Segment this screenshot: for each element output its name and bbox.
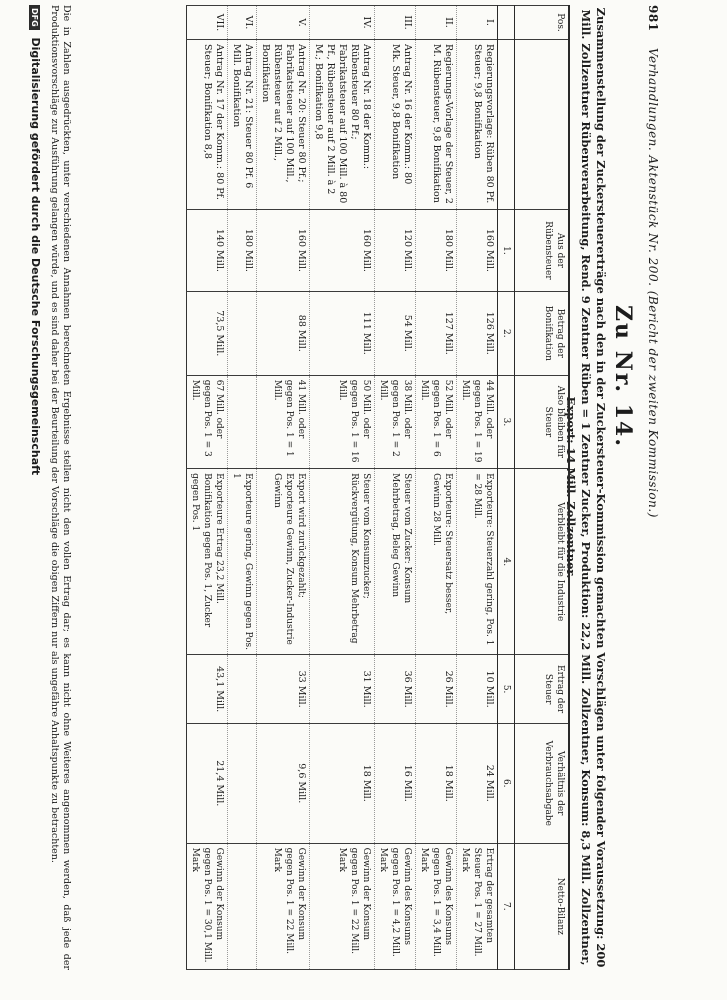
table-cell-c5: 43,1 Mill. [187, 655, 228, 723]
table-cell-c2 [228, 291, 257, 375]
table-cell-c1: 160 Mill. [257, 210, 310, 292]
header-pos: Pos. [515, 6, 569, 40]
table-caption: Zusammenstellung der Zuckersteuererträge nach den in der Zuckersteuer-Kommission gemachten Vorschlägen unter folgender Voraussetzung: 200 Mill. Zollzentner Rübenverarbeitung, Rend. 9 Zentner Rüben = 1 Zentner Zucker, Produktion: 22,2 Mill. Zollzentner, Konsum: 8,3 Mill. Zollzentner, Export: 14 Mill. Zollzentner. [564, 7, 608, 968]
digitization-note: Digitalisierung gefördert durch die Deutsche Forschungsgemeinschaft [29, 37, 42, 476]
table-cell-c3: 44 Mill. oder gegen Pos. 1 = 19 Mill. [457, 375, 498, 468]
colnum-desc [498, 40, 515, 210]
table-cell-desc: Antrag Nr. 18 der Komm.: Rübensteuer 80 Pf.; Fabrikatsteuer auf 100 Mill. à 80 Pf., Rübensteuer auf 2 Mill. à 2 M.; Bonifikation 9,8 [310, 40, 375, 210]
table-cell-c5: 33 Mill. [257, 655, 310, 723]
table-cell-c5: 36 Mill. [375, 655, 416, 723]
table-row [375, 6, 416, 970]
table-cell-c5: 31 Mill. [310, 655, 375, 723]
table-cell-pos: II. [416, 6, 457, 40]
table-cell-c7: Gewinn der Konsum gegen Pos. 1 = 22 Mill. Mark [257, 843, 310, 969]
table-cell-c3: 41 Mill. oder gegen Pos. 1 = 1 Mill. [257, 375, 310, 468]
table-cell-desc: Regierungs-Vorlage der Steuer, 2 M. Rübensteuer, 9,8 Bonifikation [416, 40, 457, 210]
colnum-2: 2. [498, 291, 515, 375]
table-cell-c3: 52 Mill. oder gegen Pos. 1 = 6 Mill. [416, 375, 457, 468]
table-cell-c3 [228, 375, 257, 468]
page-number: 981 [646, 5, 660, 32]
table-cell-c5 [228, 655, 257, 723]
colnum-6: 6. [498, 723, 515, 843]
table-cell-c3: 67 Mill. oder gegen Pos. 1 = 3 Mill. [187, 375, 228, 468]
table-cell-c1: 160 Mill. [310, 210, 375, 292]
table-cell-c7 [228, 843, 257, 969]
table-cell-c4: Steuer vom Zucker: Konsum Mehrbetrag, Beleg Gewinn [375, 469, 416, 655]
table-row [416, 6, 457, 970]
table-cell-c1: 180 Mill. [228, 210, 257, 292]
table-body [187, 6, 498, 970]
table-row [228, 6, 257, 970]
table-cell-desc: Antrag Nr. 21: Steuer 80 Pf. 6 Mill. Bonifikation [228, 40, 257, 210]
table-cell-c4: Exporteure gering, Gewinn gegen Pos. 1 [228, 469, 257, 655]
table-cell-c2: 54 Mill. [375, 291, 416, 375]
column-number-row [498, 6, 515, 970]
header-c3: Also bleiben für Steuer [515, 375, 569, 468]
table-cell-desc: Antrag Nr. 16 der Komm.: 80 Mk. Steuer, 9,8 Bonifikation [375, 40, 416, 210]
header-c2: Betrag der Bonifikation [515, 291, 569, 375]
colnum-7: 7. [498, 843, 515, 969]
table-cell-c2: 111 Mill. [310, 291, 375, 375]
table-cell-desc: Antrag Nr. 20: Steuer 80 Pf.; Fabrikatsteuer auf 100 Mill., Rübensteuer auf 2 Mill., Bonifikation [257, 40, 310, 210]
table-cell-c2: 88 Mill. [257, 291, 310, 375]
table-cell-pos: III. [375, 6, 416, 40]
section-heading: Zu Nr. 14. [610, 305, 636, 448]
colnum-5: 5. [498, 655, 515, 723]
table-cell-c1: 140 Mill. [187, 210, 228, 292]
table-cell-c5: 26 Mill. [416, 655, 457, 723]
table-cell-desc: Antrag Nr. 17 der Komm.: 80 Pf. Steuer; Bonifikation 8,8 [187, 40, 228, 210]
table-cell-c2: 126 Mill. [457, 291, 498, 375]
table-cell-c6: 18 Mill. [416, 723, 457, 843]
running-head-text: Verhandlungen. Aktenstück Nr. 200. (Bericht der zweiten Kommission.) [646, 47, 660, 518]
rotated-document-page [22, 5, 662, 970]
table-cell-c7: Gewinn des Konsums gegen Pos. 1 = 4,2 Mill. Mark [375, 843, 416, 969]
header-desc [515, 40, 569, 210]
table-cell-c6 [228, 723, 257, 843]
table-cell-c4: Exporteure Ertrag 23,2 Mill. Bonifikation gegen Pos. 1, Zucker gegen Pos. 1 [187, 469, 228, 655]
table-cell-desc: Regierungsvorlage: Rüben 80 Pf. Steuer; 9,8 Bonifikation [457, 40, 498, 210]
table-cell-c4: Export wird zurückgezahlt; Exporteure Gewinn, Zucker-Industrie Gewinn [257, 469, 310, 655]
table-header-row [515, 6, 569, 970]
table-cell-c4: Exporteure: Steuerzahl gering, Pos. 1 = 28 Mill. [457, 469, 498, 655]
colnum-3: 3. [498, 375, 515, 468]
table-row [257, 6, 310, 970]
colnum-4: 4. [498, 469, 515, 655]
table-cell-pos: V. [257, 6, 310, 40]
table-cell-c6: 18 Mill. [310, 723, 375, 843]
header-c5: Ertrag der Steuer [515, 655, 569, 723]
table-cell-c7: Gewinn des Konsums gegen Pos. 1 = 3,4 Mill. Mark [416, 843, 457, 969]
table-cell-c4: Exporteure: Steuersatz besser, Gewinn 28 Mill. [416, 469, 457, 655]
header-c1: Aus der Rübensteuer [515, 210, 569, 292]
revenue-table [187, 5, 571, 970]
table-cell-c1: 160 Mill. [457, 210, 498, 292]
table-row [457, 6, 498, 970]
table-cell-pos: VII. [187, 6, 228, 40]
table-cell-c6: 16 Mill. [375, 723, 416, 843]
dfg-logo: DFG [29, 5, 40, 30]
table-cell-c5: 10 Mill. [457, 655, 498, 723]
table-cell-c3: 38 Mill. oder gegen Pos. 1 = 2 Mill. [375, 375, 416, 468]
table-cell-c1: 180 Mill. [416, 210, 457, 292]
table-cell-c2: 127 Mill. [416, 291, 457, 375]
header-c4: Verbleibt für die Industrie [515, 469, 569, 655]
header-c7: Netto-Bilanz [515, 843, 569, 969]
table-cell-c6: 24 Mill. [457, 723, 498, 843]
table-cell-c6: 21,4 Mill. [187, 723, 228, 843]
table-cell-c7: Gewinn der Konsum gegen Pos. 1 = 30,1 Mill. Mark [187, 843, 228, 969]
table-cell-pos: VI. [228, 6, 257, 40]
table-cell-c6: 9,6 Mill. [257, 723, 310, 843]
table-cell-pos: I. [457, 6, 498, 40]
footnote: Die in Zahlen ausgedrückten, unter verschiedenen Annahmen berechneten Ergebnisse stellen nicht den vollen Ertrag dar; es kann nicht ohne Weiteres angenommen werden, daß jede der Produktionsvorschläge zur Ausführung gelangen würde, und es sind daher bei der Beurteilung der Vorschläge die obigen Ziffern nur als ungefähre Anhaltspunkte zu betrachten. [49, 5, 72, 970]
colnum-1: 1. [498, 210, 515, 292]
table-cell-c7: Gewinn der Konsum gegen Pos. 1 = 22 Mill. Mark [310, 843, 375, 969]
header-c6: Verhältnis der Verbrauchsabgabe [515, 723, 569, 843]
table-cell-c3: 50 Mill. oder gegen Pos. 1 = 16 Mill. [310, 375, 375, 468]
table-cell-c7: Ertrag der gesamten Steuer Pos. 1 = 27 Mill. Mark [457, 843, 498, 969]
table-cell-c4: Steuer vom Konsumzucker; Rückvergütung, Konsum Mehrbetrag [310, 469, 375, 655]
table-cell-c2: 73,5 Mill. [187, 291, 228, 375]
table-row [310, 6, 375, 970]
colnum-pos [498, 6, 515, 40]
digitization-credit [29, 5, 42, 970]
table-cell-c1: 120 Mill. [375, 210, 416, 292]
table-cell-pos: IV. [310, 6, 375, 40]
table-row [187, 6, 228, 970]
running-head [646, 5, 660, 518]
